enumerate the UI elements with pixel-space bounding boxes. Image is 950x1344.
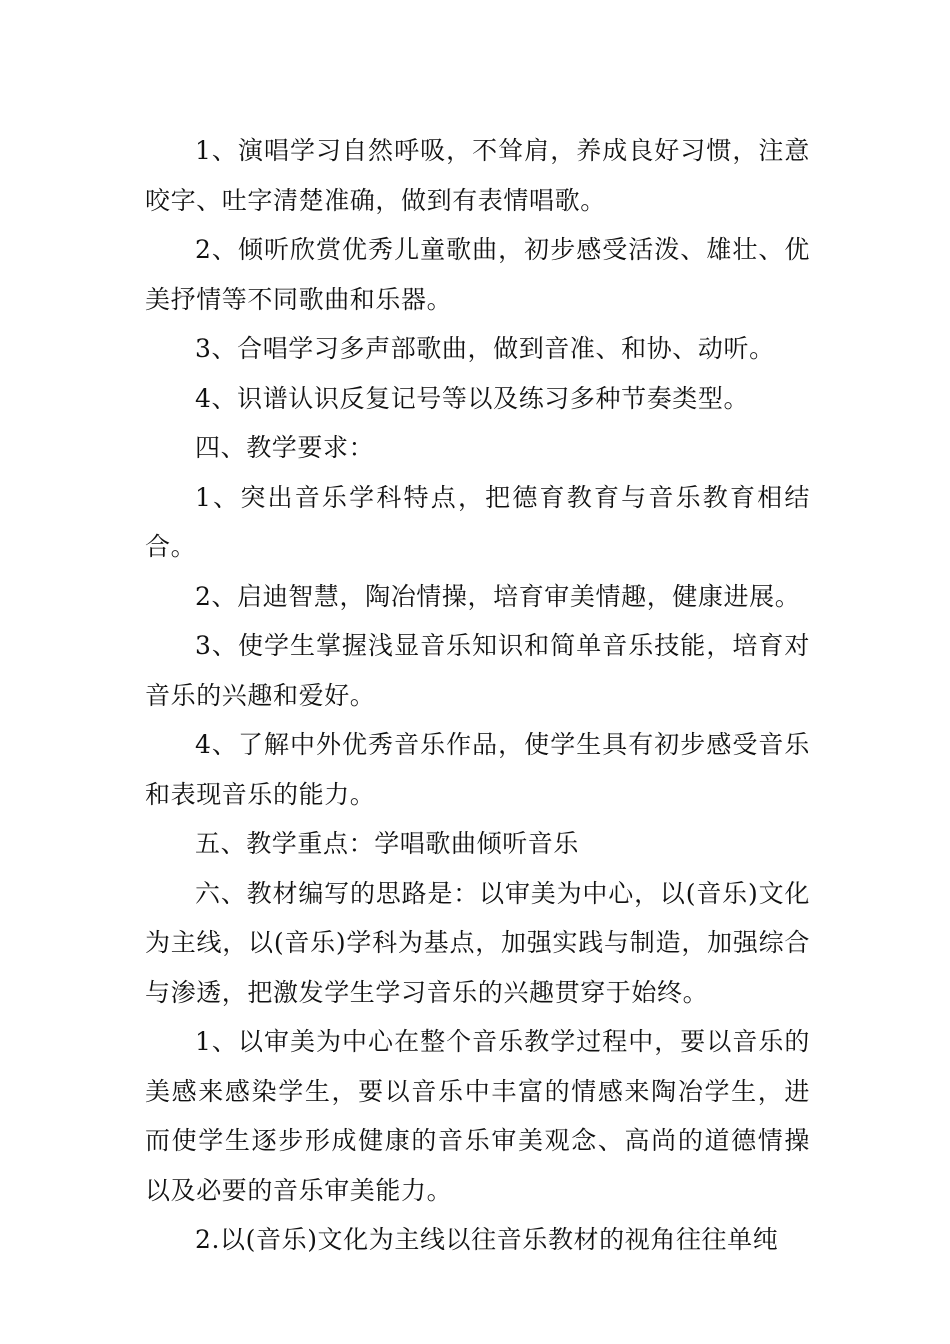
paragraph-aesthetic-center: 1、以审美为中心在整个音乐教学过程中，要以音乐的美感来感染学生，要以音乐中丰富的情感来陶冶学生，进而使学生逐步形成健康的音乐审美观念、高尚的道德情操以及必要的音乐审美能力。 — [145, 1027, 810, 1205]
paragraph-music-works: 4、了解中外优秀音乐作品，使学生具有初步感受音乐和表现音乐的能力。 — [145, 730, 810, 809]
paragraph-singing-breathing: 1、演唱学习自然呼吸，不耸肩，养成良好习惯，注意咬字、吐字清楚准确，做到有表情唱歌。 — [145, 136, 810, 215]
paragraph-listening-songs: 2、倾听欣赏优秀儿童歌曲，初步感受活泼、雄壮、优美抒情等不同歌曲和乐器。 — [145, 235, 810, 314]
section-heading-teaching-focus: 五、教学重点：学唱歌曲倾听音乐 — [195, 829, 580, 858]
paragraph-choir: 3、合唱学习多声部歌曲，做到音准、和协、动听。 — [195, 334, 775, 363]
section-heading-teaching-requirements: 四、教学要求： — [195, 433, 375, 462]
paragraph-music-knowledge: 3、使学生掌握浅显音乐知识和简单音乐技能，培育对音乐的兴趣和爱好。 — [145, 631, 810, 710]
paragraph-culture-mainline: 2.以(音乐)文化为主线以往音乐教材的视角往往单纯 — [195, 1225, 779, 1254]
paragraph-moral-education: 1、突出音乐学科特点，把德育教育与音乐教育相结合。 — [145, 482, 810, 561]
document-body — [145, 126, 810, 1265]
paragraph-wisdom: 2、启迪智慧，陶冶情操，培育审美情趣，健康进展。 — [195, 581, 801, 611]
paragraph-notation: 4、识谱认识反复记号等以及练习多种节奏类型。 — [195, 383, 750, 413]
paragraph-textbook-approach: 六、教材编写的思路是：以审美为中心，以(音乐)文化为主线，以(音乐)学科为基点，加强实践与制造，加强综合与渗透，把激发学生学习音乐的兴趣贯穿于始终。 — [145, 878, 810, 1007]
